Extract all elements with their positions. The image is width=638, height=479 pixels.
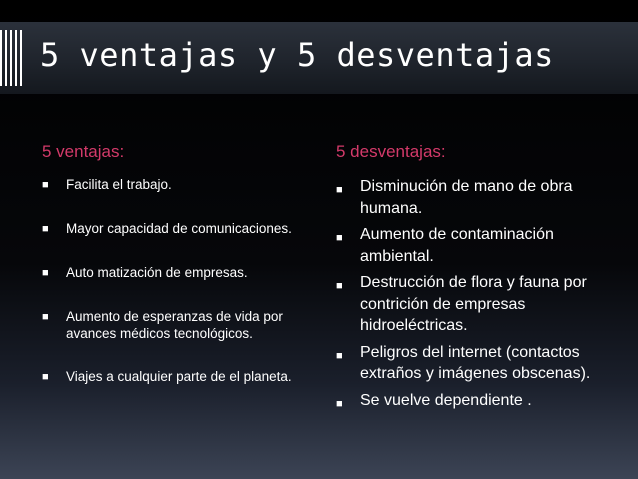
- list-item-text: Viajes a cualquier parte de el planeta.: [66, 369, 292, 384]
- list-item: [336, 176, 606, 219]
- square-bullet-icon: ■: [42, 179, 49, 191]
- striped-accent-icon: [0, 30, 24, 86]
- list-item: [42, 176, 292, 193]
- list-item: [336, 224, 606, 267]
- list-item: [336, 272, 606, 337]
- list-item: [42, 368, 292, 385]
- square-bullet-icon: ■: [42, 371, 49, 383]
- square-bullet-icon: ■: [336, 349, 343, 362]
- list-item: [42, 220, 292, 237]
- list-item-text: Destrucción de flora y fauna por contrición de empresas hidroeléctricas.: [360, 274, 587, 334]
- list-item-text: Aumento de contaminación ambiental.: [360, 226, 554, 265]
- square-bullet-icon: ■: [42, 267, 49, 279]
- square-bullet-icon: ■: [336, 397, 343, 410]
- disadvantages-heading: 5 desventajas:: [336, 142, 446, 161]
- square-bullet-icon: ■: [42, 311, 49, 323]
- list-item-text: Facilita el trabajo.: [66, 177, 172, 192]
- square-bullet-icon: ■: [336, 184, 343, 196]
- square-bullet-icon: ■: [336, 280, 343, 292]
- list-item: [336, 342, 606, 385]
- slide-title: 5 ventajas y 5 desventajas: [40, 36, 554, 74]
- square-bullet-icon: ■: [42, 223, 49, 235]
- list-item-text: Se vuelve dependiente .: [360, 391, 532, 409]
- advantages-heading: 5 ventajas:: [42, 142, 125, 161]
- list-item-text: Aumento de esperanzas de vida por avances médicos tecnológicos.: [66, 309, 283, 341]
- list-item-text: Auto matización de empresas.: [66, 265, 248, 280]
- disadvantages-list: [336, 176, 606, 416]
- list-item: [42, 264, 292, 281]
- square-bullet-icon: ■: [336, 232, 343, 244]
- title-band: [0, 22, 638, 94]
- advantages-list: [42, 176, 292, 412]
- list-item-text: Peligros del internet (contactos extraños y imágenes obscenas).: [360, 343, 591, 382]
- list-item: [42, 308, 292, 342]
- list-item-text: Disminución de mano de obra humana.: [360, 178, 573, 217]
- list-item: [336, 390, 606, 412]
- list-item-text: Mayor capacidad de comunicaciones.: [66, 221, 292, 236]
